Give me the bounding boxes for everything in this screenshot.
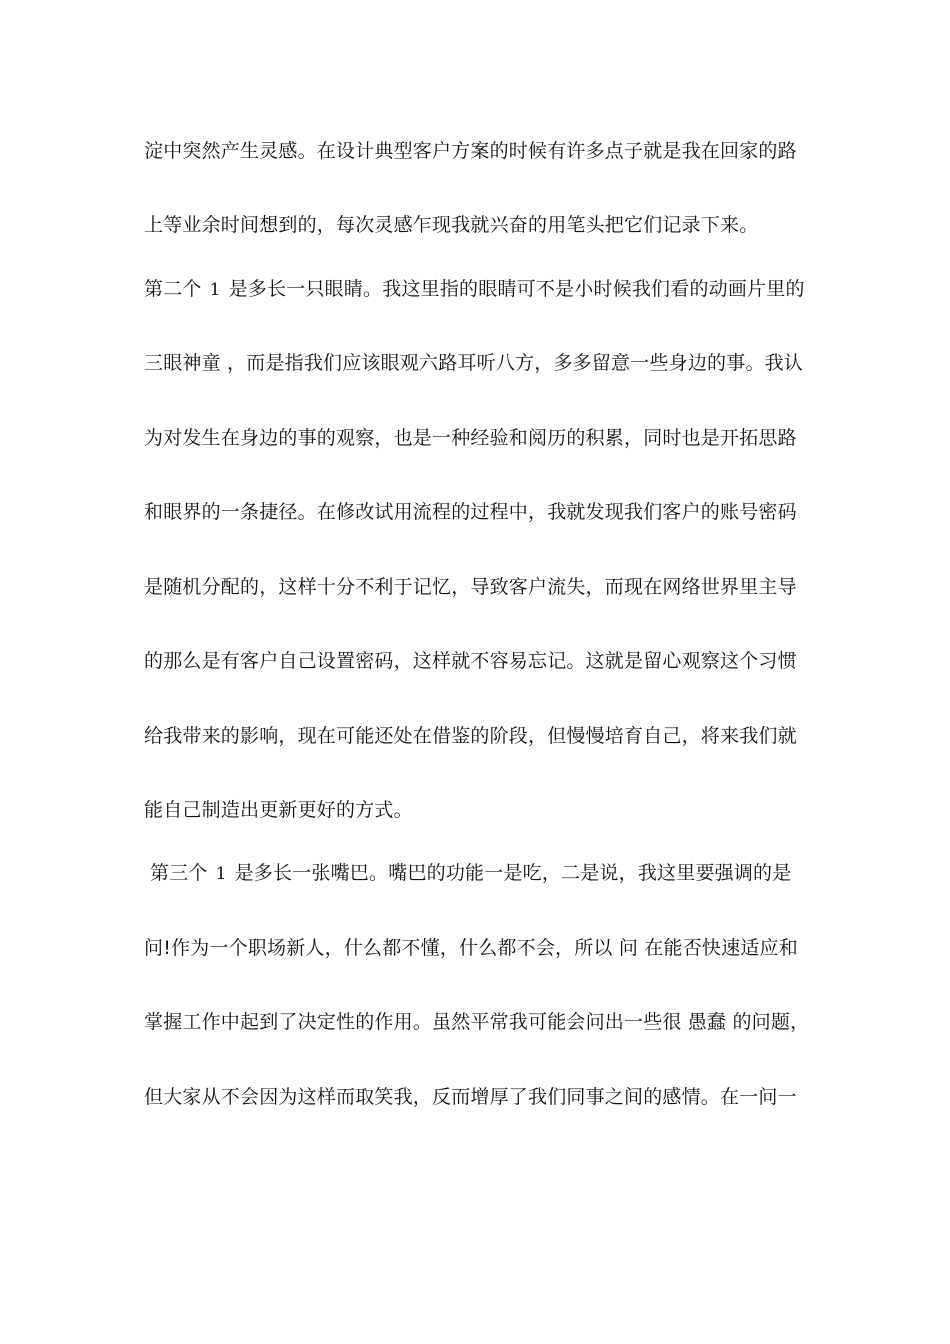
text-line-13: 掌握工作中起到了决定性的作用。虽然平常我可能会问出一些很 愚蠢 的问题， <box>144 1011 810 1033</box>
text-line-3-end: 是多长一只眼睛。我这里指的眼睛可不是小时候我们看的动画片里的 <box>228 278 805 300</box>
text-line-11-number: 1 <box>215 864 227 884</box>
text-line-14: 但大家从不会因为这样而取笑我，反而增厚了我们同事之间的感情。在一问一 <box>144 1086 797 1108</box>
text-line-12: 问!作为一个职场新人，什么都不懂，什么都不会，所以 问 在能否快速适应和 <box>144 937 798 959</box>
text-line-8: 的那么是有客户自己设置密码，这样就不容易忘记。这就是留心观察这个习惯 <box>144 650 797 672</box>
text-line-1: 淀中突然产生灵感。在设计典型客户方案的时候有许多点子就是我在回家的路 <box>144 140 797 162</box>
text-line-11-start: 第三个 <box>150 862 208 884</box>
text-line-10: 能自己制造出更新更好的方式。 <box>144 799 413 821</box>
text-line-3-start: 第二个 <box>144 278 202 300</box>
text-line-7: 是随机分配的，这样十分不利于记忆，导致客户流失，而现在网络世界里主导 <box>144 576 797 598</box>
text-line-11-end: 是多长一张嘴巴。嘴巴的功能一是吃，二是说，我这里要强调的是 <box>234 862 792 884</box>
text-line-11 <box>150 860 830 887</box>
text-line-2: 上等业余时间想到的，每次灵感乍现我就兴奋的用笔头把它们记录下来。 <box>144 214 759 236</box>
text-line-4: 三眼神童 ，而是指我们应该眼观六路耳听八方，多多留意一些身边的事。我认 <box>144 352 804 374</box>
text-line-5: 为对发生在身边的事的观察，也是一种经验和阅历的积累，同时也是开拓思路 <box>144 427 797 449</box>
text-line-3-number: 1 <box>209 280 221 300</box>
text-line-9: 给我带来的影响，现在可能还处在借鉴的阶段，但慢慢培育自己，将来我们就 <box>144 725 797 747</box>
text-line-3 <box>144 276 824 303</box>
text-line-6: 和眼界的一条捷径。在修改试用流程的过程中，我就发现我们客户的账号密码 <box>144 501 797 523</box>
